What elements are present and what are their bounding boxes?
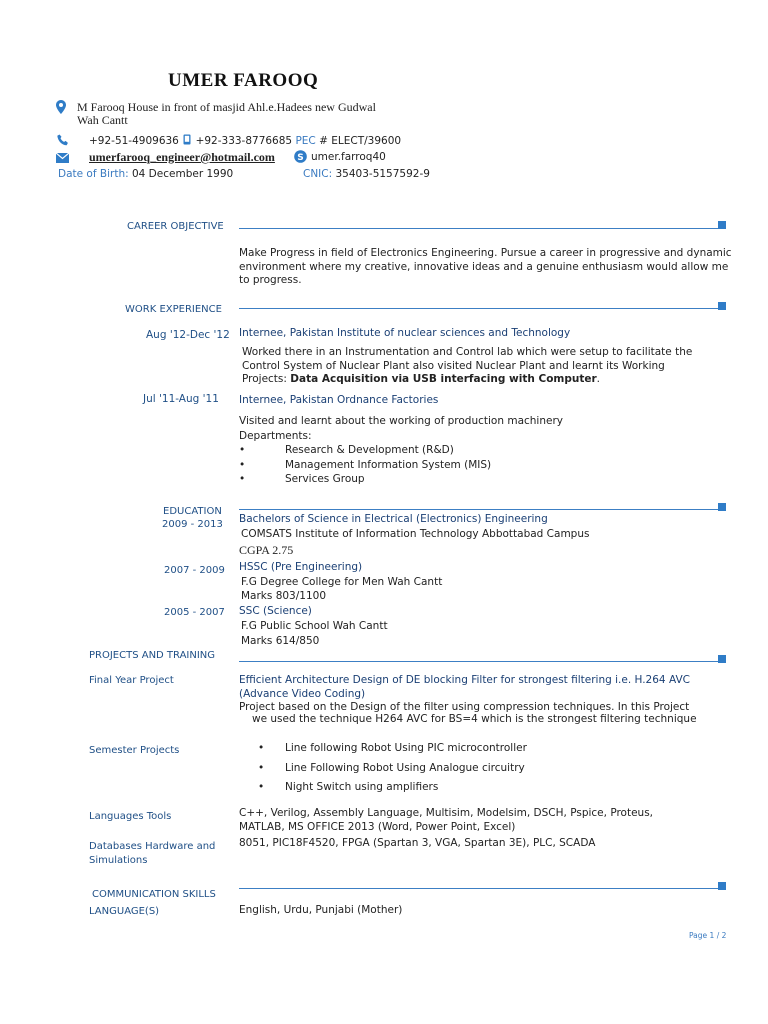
candidate-name: UMER FAROOQ bbox=[168, 70, 319, 91]
section-divider bbox=[239, 509, 720, 510]
department-name: Research & Development (R&D) bbox=[285, 444, 454, 456]
email-link[interactable]: umerfarooq_engineer@hotmail.com bbox=[89, 150, 275, 164]
bullet: • bbox=[258, 762, 265, 774]
phone-icon bbox=[57, 134, 69, 146]
job1-project-name: Data Acquisition via USB interfacing with Computer bbox=[290, 373, 597, 385]
education-years-2: 2007 - 2009 bbox=[164, 565, 225, 576]
education-years-3: 2005 - 2007 bbox=[164, 607, 225, 618]
languages-tools-line1: C++, Verilog, Assembly Language, Multisim, Modelsim, DSCH, Pspice, Proteus, bbox=[239, 807, 654, 819]
cnic-value: 35403-5157592-9 bbox=[335, 168, 430, 180]
career-objective-text bbox=[239, 247, 739, 288]
contact-line bbox=[89, 134, 401, 147]
databases-label-line2: Simulations bbox=[89, 855, 148, 866]
job1-line: Control System of Nuclear Plant also visited Nuclear Plant and learnt its Working bbox=[242, 359, 665, 372]
semester-project-item bbox=[258, 742, 527, 754]
fyp-title-line1: Efficient Architecture Design of DE blocking Filter for strongest filtering i.e. H.264 AVC bbox=[239, 674, 690, 686]
bullet: • bbox=[258, 742, 265, 754]
languages-tools-line2: MATLAB, MS OFFICE 2013 (Word, Power Point, Excel) bbox=[239, 821, 516, 833]
languages-tools-label: Languages Tools bbox=[89, 811, 172, 822]
section-divider bbox=[239, 661, 720, 662]
department-name: Management Information System (MIS) bbox=[285, 458, 492, 471]
dob-row bbox=[58, 168, 233, 180]
bullet: • bbox=[239, 473, 246, 485]
department-item bbox=[239, 458, 719, 473]
education-years-1: 2009 - 2013 bbox=[162, 519, 223, 530]
education-school-3: F.G Public School Wah Cantt bbox=[241, 620, 388, 632]
page-number: Page 1 / 2 bbox=[689, 931, 727, 940]
fyp-description-line2: we used the technique H264 AVC for BS=4 which is the strongest filtering technique bbox=[252, 713, 697, 725]
languages-value: English, Urdu, Punjabi (Mother) bbox=[239, 904, 403, 916]
semester-project-name: Night Switch using amplifiers bbox=[285, 781, 439, 793]
semester-project-name: Line following Robot Using PIC microcontroller bbox=[285, 742, 527, 754]
career-objective-line: environment where my creative, innovative ideas and a genuine enthusiasm would allow me bbox=[239, 260, 729, 273]
education-result-3: Marks 614/850 bbox=[241, 635, 320, 647]
projects-heading: PROJECTS AND TRAINING bbox=[89, 650, 216, 661]
bullet: • bbox=[239, 458, 246, 471]
job1-date: Aug '12-Dec '12 bbox=[146, 329, 230, 341]
education-heading: EDUCATION bbox=[163, 506, 222, 517]
semester-project-item bbox=[258, 762, 525, 774]
education-degree-3: SSC (Science) bbox=[239, 605, 312, 617]
department-item bbox=[239, 472, 719, 487]
dob-value: 04 December 1990 bbox=[131, 168, 234, 180]
job1-projects-prefix: Projects: bbox=[242, 373, 291, 385]
section-divider bbox=[239, 228, 720, 229]
cnic-row bbox=[303, 168, 430, 180]
pec-value: # ELECT/39600 bbox=[319, 135, 402, 147]
svg-text:S: S bbox=[297, 153, 304, 163]
job1-description bbox=[242, 346, 722, 387]
education-school-2: F.G Degree College for Men Wah Cantt bbox=[241, 576, 443, 588]
career-objective-line: to progress. bbox=[239, 274, 302, 286]
job2-description bbox=[239, 414, 719, 487]
databases-label-line1: Databases Hardware and bbox=[89, 841, 216, 852]
bullet: • bbox=[258, 781, 265, 793]
address-line-2: Wah Cantt bbox=[77, 113, 128, 127]
education-result-1: CGPA 2.75 bbox=[239, 543, 294, 557]
communication-heading: COMMUNICATION SKILLS bbox=[92, 889, 216, 900]
databases-value: 8051, PIC18F4520, FPGA (Spartan 3, VGA, Spartan 3E), PLC, SCADA bbox=[239, 837, 596, 849]
department-item bbox=[239, 443, 719, 458]
job1-projects-suffix: . bbox=[596, 373, 601, 385]
mobile-icon bbox=[183, 134, 191, 145]
job2-title: Internee, Pakistan Ordnance Factories bbox=[239, 394, 439, 406]
phone-mobile: +92-333-8776685 bbox=[195, 135, 293, 147]
location-pin-icon bbox=[56, 100, 66, 114]
job1-title: Internee, Pakistan Institute of nuclear sciences and Technology bbox=[239, 327, 571, 339]
section-divider bbox=[239, 308, 720, 309]
education-degree-1: Bachelors of Science in Electrical (Electronics) Engineering bbox=[239, 513, 548, 525]
cnic-label: CNIC: bbox=[303, 168, 333, 180]
email-icon bbox=[56, 153, 69, 163]
languages-label: LANGUAGE(S) bbox=[89, 906, 160, 917]
work-experience-heading: WORK EXPERIENCE bbox=[125, 304, 222, 315]
fyp-title-line2: (Advance Video Coding) bbox=[239, 688, 366, 700]
department-name: Services Group bbox=[285, 473, 365, 485]
fyp-description-line1: Project based on the Design of the filter using compression techniques. In this Project bbox=[239, 701, 690, 713]
job2-line: Visited and learnt about the working of production machinery bbox=[239, 415, 563, 427]
skype-handle: umer.farroq40 bbox=[311, 151, 386, 163]
career-objective-heading: CAREER OBJECTIVE bbox=[127, 221, 224, 232]
divider-marker bbox=[718, 655, 726, 663]
final-year-project-label: Final Year Project bbox=[89, 675, 174, 686]
education-school-1: COMSATS Institute of Information Technology Abbottabad Campus bbox=[241, 528, 590, 540]
job1-line bbox=[242, 373, 722, 387]
phone-landline: +92-51-4909636 bbox=[89, 135, 179, 147]
address-line-1: M Farooq House in front of masjid Ahl.e.Hadees new Gudwal bbox=[77, 100, 376, 114]
divider-marker bbox=[718, 221, 726, 229]
divider-marker bbox=[718, 302, 726, 310]
divider-marker bbox=[718, 882, 726, 890]
dob-label: Date of Birth: bbox=[58, 168, 129, 180]
education-result-2: Marks 803/1100 bbox=[241, 590, 326, 602]
section-divider bbox=[239, 888, 720, 889]
job2-line: Departments: bbox=[239, 429, 312, 442]
education-degree-2: HSSC (Pre Engineering) bbox=[239, 561, 363, 573]
semester-projects-label: Semester Projects bbox=[89, 745, 180, 756]
career-objective-line: Make Progress in field of Electronics Engineering. Pursue a career in progressive and dynamic bbox=[239, 247, 732, 259]
semester-project-name: Line Following Robot Using Analogue circuitry bbox=[285, 762, 525, 774]
skype-icon bbox=[294, 150, 307, 163]
job2-date: Jul '11-Aug '11 bbox=[143, 393, 219, 405]
divider-marker bbox=[718, 503, 726, 511]
bullet: • bbox=[239, 444, 246, 456]
pec-label: PEC bbox=[295, 135, 316, 147]
semester-project-item bbox=[258, 781, 438, 793]
job1-line: Worked there in an Instrumentation and Control lab which were setup to facilitate the bbox=[242, 346, 693, 358]
